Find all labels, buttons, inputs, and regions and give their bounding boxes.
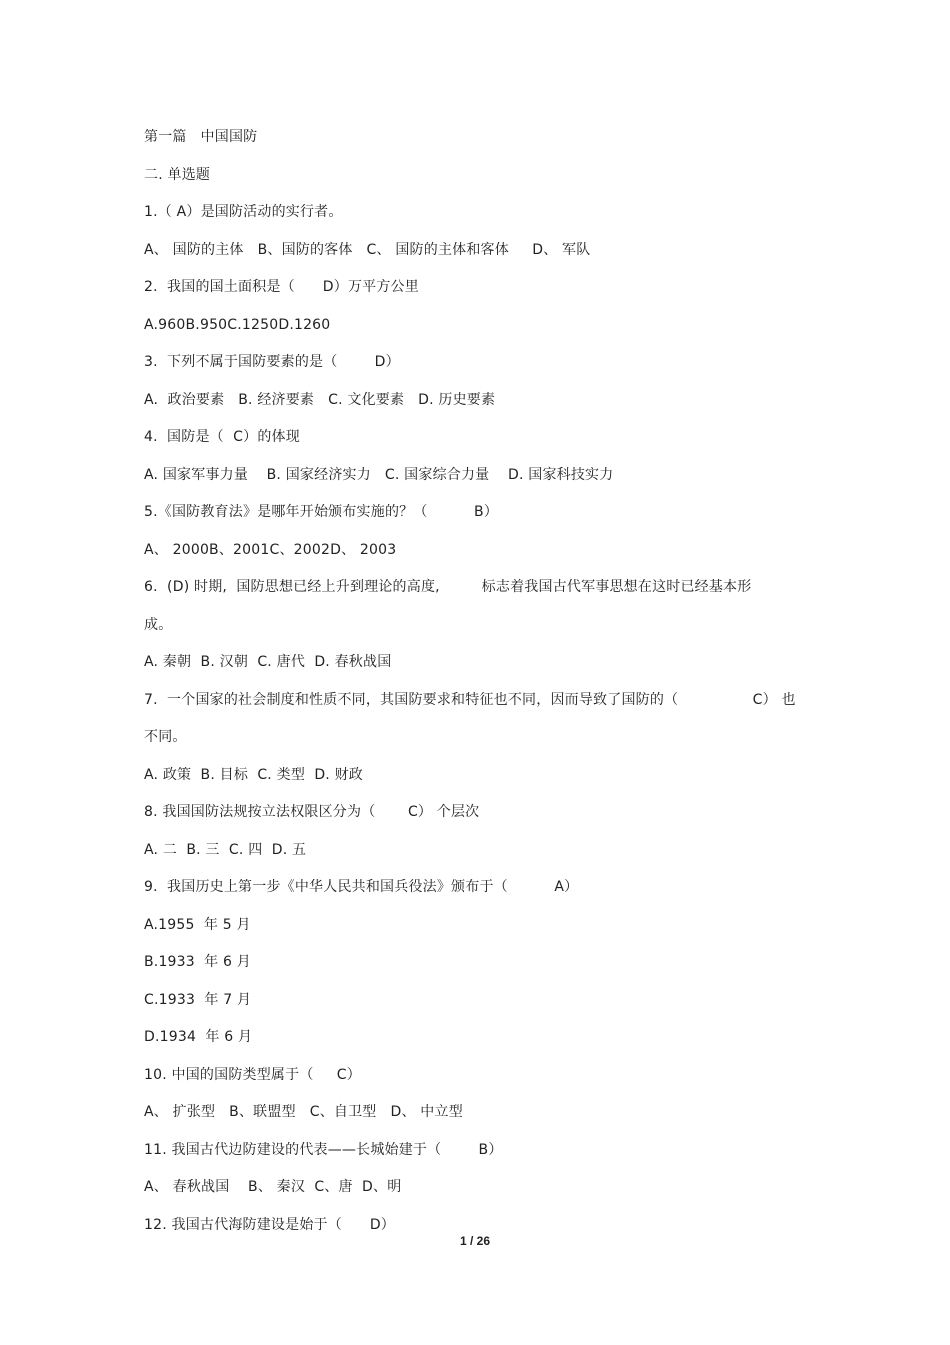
document-body <box>144 119 824 1244</box>
question-10: 10. 中国的国防类型属于（ C） <box>144 1066 361 1083</box>
option-9d: D.1934 年 6 月 <box>144 1029 253 1045</box>
question-7-continued: 不同。 <box>144 729 187 745</box>
option-9b: B.1933 年 6 月 <box>144 954 251 970</box>
options-11: A、 春秋战国 B、 秦汉 C、唐 D、明 <box>144 1179 402 1195</box>
options-6: A. 秦朝 B. 汉朝 C. 唐代 D. 春秋战国 <box>144 654 392 670</box>
question-6: 6. (D) 时期, 国防思想已经上升到理论的高度, 标志着我国古代军事思想在这时已经基本形 <box>144 579 752 595</box>
section-title: 第一篇 中国国防 <box>144 129 258 145</box>
options-10: A、 扩张型 B、联盟型 C、自卫型 D、 中立型 <box>144 1104 463 1120</box>
option-9a: A.1955 年 5 月 <box>144 916 251 933</box>
option-9c: C.1933 年 7 月 <box>144 991 252 1008</box>
question-12: 12. 我国古代海防建设是始于（ D） <box>144 1216 395 1233</box>
question-11: 11. 我国古代边防建设的代表——长城始建于（ B） <box>144 1141 503 1158</box>
options-1: A、 国防的主体 B、国防的客体 C、 国防的主体和客体 D、 军队 <box>144 241 591 258</box>
options-7: A. 政策 B. 目标 C. 类型 D. 财政 <box>144 766 363 783</box>
options-8: A. 二 B. 三 C. 四 D. 五 <box>144 841 307 858</box>
question-8: 8. 我国国防法规按立法权限区分为（ C） 个层次 <box>144 804 480 820</box>
question-5: 5.《国防教育法》是哪年开始颁布实施的？（ B） <box>144 504 499 520</box>
question-9: 9. 我国历史上第一步《中华人民共和国兵役法》颁布于（ A） <box>144 879 579 895</box>
options-2: A.960B.950C.1250D.1260 <box>144 316 331 333</box>
question-2: 2. 我国的国土面积是（ D）万平方公里 <box>144 279 419 295</box>
question-7: 7. 一个国家的社会制度和性质不同，其国防要求和特征也不同，因而导致了国防的（ C） 也 <box>144 691 796 708</box>
subsection-title: 二. 单选题 <box>144 166 211 183</box>
question-3: 3. 下列不属于国防要素的是（ D） <box>144 354 400 370</box>
options-4: A. 国家军事力量 B. 国家经济实力 C. 国家综合力量 D. 国家科技实力 <box>144 466 614 483</box>
question-4: 4. 国防是（ C）的体现 <box>144 429 300 445</box>
question-1: 1.（ A）是国防活动的实行者。 <box>144 204 343 220</box>
question-6-continued: 成。 <box>144 616 173 633</box>
options-5: A、 2000B、2001C、2002D、 2003 <box>144 541 397 558</box>
options-3: A. 政治要素 B. 经济要素 C. 文化要素 D. 历史要素 <box>144 391 496 408</box>
page-number: 1 / 26 <box>459 1234 491 1248</box>
